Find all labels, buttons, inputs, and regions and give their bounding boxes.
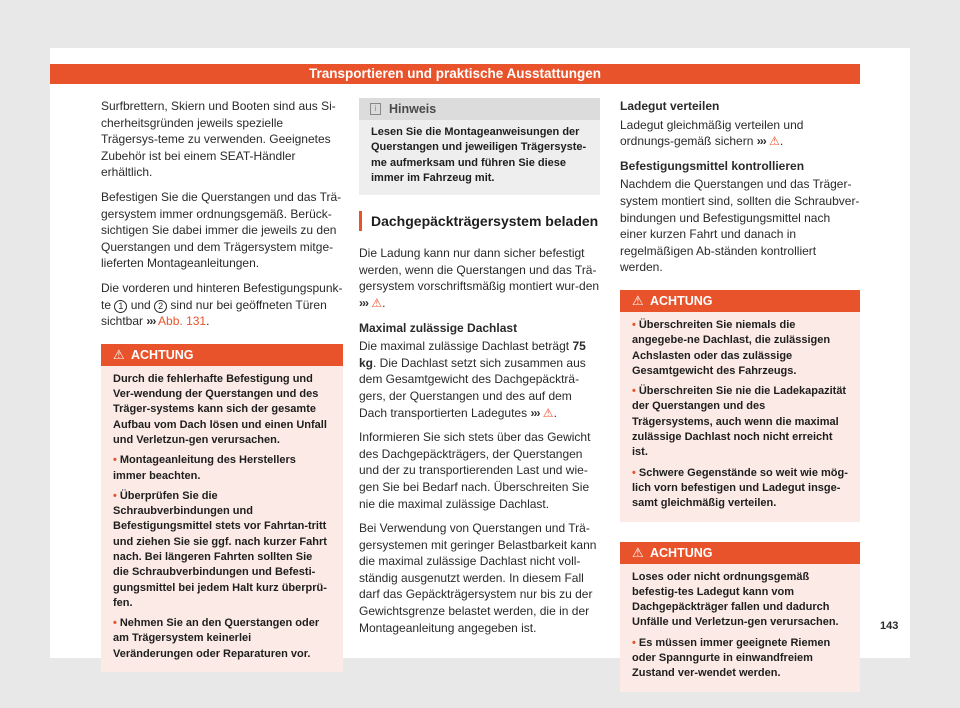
- warning-box: [101, 344, 343, 672]
- bullet-icon: •: [113, 489, 117, 502]
- column-middle: [359, 98, 600, 644]
- text: . Die Dachlast setzt sich zusammen aus dem Gesamtgewicht des Dachgepäckträ-gers, der Querstangen und des auf dem Dach transportierten Ladegutes: [359, 355, 586, 420]
- warning-bullet: • Überprüfen Sie die Schraubverbindungen und Befestigungsmittel stets vor Fahrtan-tritt und ziehen Sie sie ggf. nach kurzer Fahrt nach. Bei längeren Fahrten sollten Sie die Schraubverbindungen und Befesti-gungsmittel bei jedem Halt kurz überprü-fen.: [113, 489, 327, 609]
- warning-icon: ⚠: [632, 292, 644, 308]
- warning-bullet: • Überschreiten Sie niemals die angegebe-ne Dachlast, die zulässigen Achslasten oder das zulässige Gesamtgewicht des Fahrzeugs.: [632, 318, 831, 377]
- paragraph: Befestigen Sie die Querstangen und das Trä-gersystem immer ordnungsgemäß. Berück-sichtigen Sie dabei immer die jeweils zu den Querstangen und dem Trägersystem mitge-lieferten Montageanleitungen.: [101, 189, 342, 271]
- paragraph: Bei Verwendung von Querstangen und Trä-gersystemen mit geringer Belastbarkeit kann die maximal zulässige Dachlast nicht voll-ständig ausgenutzt werden. In diesem Fall darf das Gepäckträgersystem nur bis zu der Gewichtsgrenze belastet werden, die in der Montageanleitung angegeben ist.: [359, 521, 597, 635]
- warning-body: [620, 312, 860, 522]
- subheading: Befestigungsmittel kontrollieren: [620, 158, 805, 173]
- bullet-icon: •: [113, 617, 117, 630]
- bullet-icon: •: [632, 466, 636, 479]
- paragraph: Informieren Sie sich stets über das Gewicht des Dachgepäckträgers, der Querstangen und der zu transportierenden Last und wie-gen Sie bei Bedarf nach. Überschreiten Sie nie die maximal zulässige Dachlast.: [359, 430, 591, 511]
- paragraph: Die maximal zulässige Dachlast beträgt 75 kg. Die Dachlast setzt sich zusammen aus dem Gesamtgewicht des Dachgepäckträ-gers, der Querstangen und des auf dem Dach transportierten Ladegutes ››› ⚠.: [359, 339, 586, 420]
- warning-icon: ⚠: [632, 544, 644, 560]
- note-body: Lesen Sie die Montageanweisungen der Querstangen und jeweiligen Trägersyste-me aufmerksam und führen Sie diese immer im Fahrzeug mit.: [371, 126, 587, 184]
- warning-icon: ⚠: [113, 346, 125, 362]
- bullet-icon: •: [632, 385, 636, 398]
- warning-icon[interactable]: ⚠: [371, 295, 383, 310]
- warning-body: [101, 366, 343, 672]
- warning-title: ACHTUNG: [131, 347, 194, 362]
- bullet-icon: •: [632, 636, 636, 649]
- warning-bullet: • Schwere Gegenstände so weit wie mög-lich vorn befestigen und Ladegut insge-samt gleichmäßig verteilen.: [632, 466, 848, 510]
- text-bold: 75 kg: [359, 339, 586, 370]
- warning-header: [620, 290, 860, 312]
- page-number: 143: [880, 620, 899, 632]
- reference-arrows: ›››: [359, 295, 368, 310]
- text: Die Ladung kann nur dann sicher befestigt werden, wenn die Querstangen und das Trä-gersystem vorschriftsmäßig montiert wur-den: [359, 246, 600, 294]
- bullet-icon: •: [113, 454, 117, 467]
- text: sind nur bei geöffneten Türen sichtbar: [101, 297, 327, 329]
- warning-box: [620, 542, 860, 692]
- note-title: Hinweis: [389, 102, 437, 116]
- warning-bullet: • Montageanleitung des Herstellers immer beachten.: [113, 454, 296, 482]
- paragraph: Ladegut gleichmäßig verteilen und ordnungs-gemäß sichern ››› ⚠.: [620, 117, 804, 149]
- bullet-icon: •: [632, 318, 636, 331]
- figure-link[interactable]: Abb. 131: [158, 314, 207, 329]
- warning-icon[interactable]: ⚠: [769, 134, 780, 149]
- warning-title: ACHTUNG: [650, 545, 713, 560]
- reference-arrows: ›››: [146, 314, 156, 329]
- warning-intro: Durch die fehlerhafte Befestigung und Ver-wendung der Querstangen und des Träger-systems kann sich der gesamte Aufbau vom Dach lösen und einen Unfall und Verletzun-gen verursachen.: [113, 372, 327, 446]
- paragraph: Nachdem die Querstangen und das Träger-system montiert sind, sollten die Schraubver-bindungen und Befestigungsmittel nach einer kurzen Fahrt und danach in regelmäßigen Ab-ständen kontrolliert werden.: [620, 177, 860, 275]
- reference-arrows: ›››: [530, 405, 540, 420]
- warning-bullet: • Es müssen immer geeignete Riemen oder Spanngurte in einwandfreiem Zustand ver-wendet werden.: [632, 636, 831, 680]
- warning-title: ACHTUNG: [650, 293, 713, 308]
- warning-header: [620, 542, 860, 564]
- warning-intro: Loses oder nicht ordnungsgemäß befestig-tes Ladegut kann vom Dachgepäckträger fallen und dadurch Unfälle und Verletzun-gen verursachen.: [632, 570, 839, 629]
- column-left: [101, 98, 343, 672]
- subheading: Ladegut verteilen: [620, 99, 720, 113]
- warning-bullet: • Nehmen Sie an den Querstangen oder am Trägersystem keinerlei Veränderungen oder Reparaturen vor.: [113, 617, 320, 660]
- warning-icon[interactable]: ⚠: [542, 405, 554, 420]
- info-icon: i: [370, 103, 381, 115]
- warning-body: [620, 564, 860, 692]
- paragraph: Die Ladung kann nur dann sicher befestigt werden, wenn die Querstangen und das Trä-gersystem vorschriftsmäßig montiert wur-den ››› ⚠.: [359, 246, 600, 310]
- page-header: Transportieren und praktische Ausstattungen: [50, 64, 860, 84]
- subheading: Maximal zulässige Dachlast: [359, 320, 518, 335]
- reference-arrows: ›››: [756, 134, 766, 149]
- warning-header: [101, 344, 343, 366]
- callout-number: 2: [154, 300, 167, 313]
- warning-bullet: • Überschreiten Sie nie die Ladekapazität der Querstangen und des Trägersystems, auch wenn die maximal zulässige Dachlast noch nicht erreicht ist.: [632, 385, 847, 459]
- text: und: [130, 297, 151, 312]
- paragraph: [101, 280, 343, 330]
- text: Die vorderen und hinteren Befestigungspunk-te: [101, 280, 343, 312]
- column-right: [620, 98, 860, 692]
- text: .: [206, 314, 210, 329]
- section-title: Dachgepäckträgersystem beladen: [359, 211, 600, 231]
- callout-number: 1: [114, 300, 127, 313]
- warning-box: [620, 290, 860, 522]
- note-box: [359, 98, 600, 195]
- paragraph: Surfbrettern, Skiern und Booten sind aus Si-cherheitsgründen jeweils spezielle Trägersys-teme zu verwenden. Geeignetes Zubehör ist bei einem SEAT-Händler erhältlich.: [101, 99, 336, 180]
- text: Ladegut gleichmäßig verteilen und ordnungs-gemäß sichern: [620, 117, 804, 149]
- note-header: [359, 98, 600, 120]
- text: Die maximal zulässige Dachlast beträgt: [359, 339, 570, 354]
